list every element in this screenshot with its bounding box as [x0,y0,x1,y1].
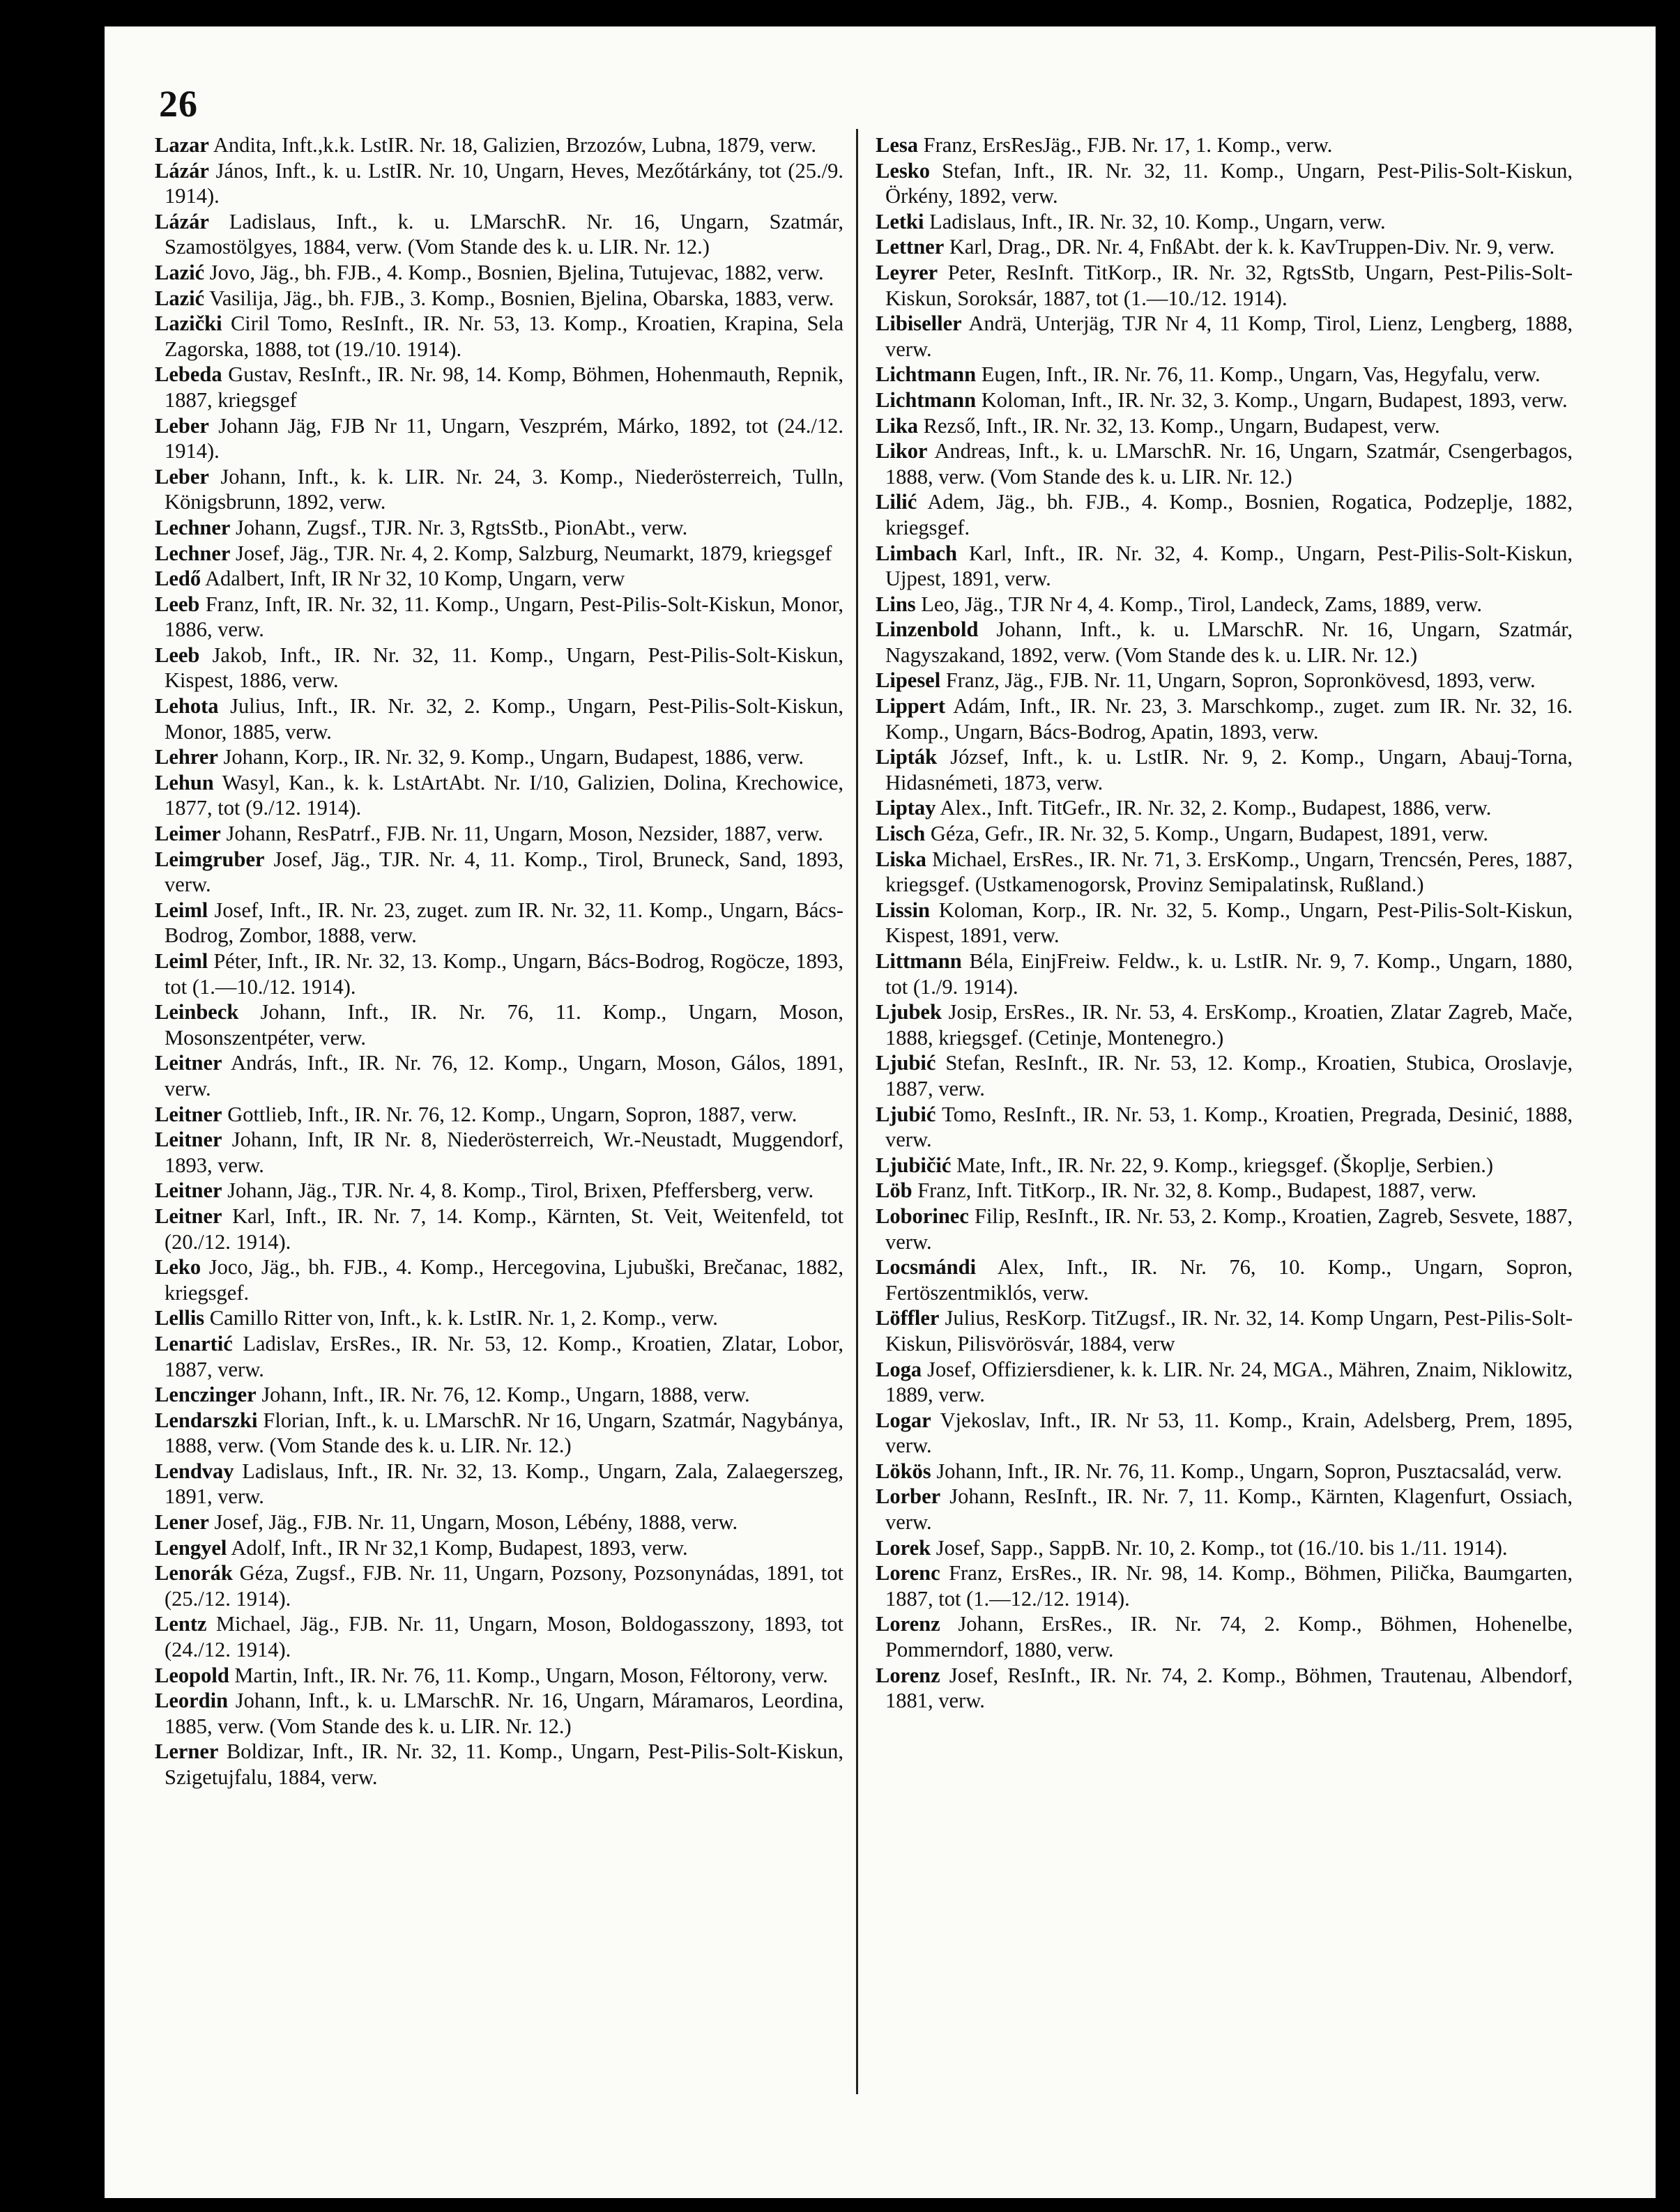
entry-details: Camillo Ritter von, Inft., k. k. LstIR. Nr. 1, 2. Komp., verw. [204,1306,718,1330]
entry-surname: Libiseller [876,312,962,336]
roster-entry [155,286,843,312]
roster-entry [876,132,1573,158]
entry-surname: Lebeda [155,362,222,387]
roster-entry [155,1459,843,1510]
roster-entry [155,362,843,413]
entry-surname: Lendarszki [155,1408,258,1432]
entry-details: Vasilija, Jäg., bh. FJB., 3. Komp., Bosnien, Bjelina, Obarska, 1883, verw. [204,286,834,310]
roster-entry [155,413,843,464]
entry-surname: Lorenz [876,1663,940,1687]
roster-entry [155,1611,843,1662]
entry-surname: Lengyel [155,1535,227,1560]
entry-surname: Lesko [876,158,930,183]
entry-details: Adem, Jäg., bh. FJB., 4. Komp., Bosnien, Rogatica, Podzeplje, 1882, kriegsgef. [885,490,1573,539]
roster-entry [876,1050,1573,1101]
roster-entry [876,413,1573,439]
entry-surname: Leitner [155,1128,222,1152]
roster-entry [876,1204,1573,1254]
entry-details: Johann, ResInft., IR. Nr. 7, 11. Komp., Kärnten, Klagenfurt, Ossiach, verw. [885,1484,1573,1535]
entry-details: Josef, Offiziersdiener, k. k. LIR. Nr. 24, MGA., Mähren, Znaim, Niklowitz, 1889, verw. [885,1357,1573,1407]
roster-entry [155,260,843,286]
scan-border-left [0,0,105,2212]
entry-details: Johann, Zugsf., TJR. Nr. 3, RgtsStb., PionAbt., verw. [230,515,688,539]
roster-entry [876,847,1573,898]
entry-surname: Leber [155,464,209,489]
entry-surname: Leimer [155,822,221,846]
roster-entry [876,387,1573,413]
entry-surname: Linzenbold [876,617,979,642]
entry-surname: Lazić [155,286,205,310]
entry-details: Joco, Jäg., bh. FJB., 4. Komp., Hercegovina, Ljubuški, Brečanac, 1882, kriegsgef. [165,1255,843,1305]
entry-details: Koloman, Korp., IR. Nr. 32, 5. Komp., Ungarn, Pest-Pilis-Solt-Kiskun, Kispest, 1891, verw. [885,898,1573,948]
entry-surname: Lazički [155,312,222,336]
roster-entry [155,311,843,362]
scan-border-top [0,0,1680,26]
roster-entry [155,1305,843,1331]
roster-entry [155,770,843,821]
entry-details: Alex., Inft. TitGefr., IR. Nr. 32, 2. Komp., Budapest, 1886, verw. [936,796,1492,820]
entry-details: Julius, ResKorp. TitZugsf., IR. Nr. 32, 14. Komp Ungarn, Pest-Pilis-Solt-Kiskun, Pilisvörösvár, 1884, verw [885,1306,1573,1355]
roster-entry [155,1254,843,1305]
entry-surname: Leinbeck [155,1000,239,1024]
entry-details: Josip, ErsRes., IR. Nr. 53, 4. ErsKomp., Kroatien, Zlatar Zagreb, Mače, 1888, kriegsgef. (Cetinje, Montenegro.) [885,1000,1573,1050]
entry-details: Josef, Inft., IR. Nr. 23, zuget. zum IR. Nr. 32, 11. Komp., Ungarn, Bács-Bodrog, Zombor, 1888, verw. [165,898,843,948]
entry-surname: Leyrer [876,260,938,284]
entry-surname: Letki [876,209,924,233]
entry-details: Adám, Inft., IR. Nr. 23, 3. Marschkomp., zuget. zum IR. Nr. 32, 16. Komp., Ungarn, Bács-Bodrog, Apatin, 1893, verw. [885,694,1573,744]
entry-details: Josef, Sapp., SappB. Nr. 10, 2. Komp., tot (16./10. bis 1./11. 1914). [931,1535,1508,1560]
column-divider [856,129,858,2094]
entry-surname: Ledő [155,567,201,591]
entry-details: Ciril Tomo, ResInft., IR. Nr. 53, 13. Komp., Kroatien, Krapina, Sela Zagorska, 1888, tot (19./10. 1914). [165,312,843,361]
entry-details: Wasyl, Kan., k. k. LstArtAbt. Nr. I/10, Galizien, Dolina, Krechowice, 1877, tot (9./12. 1914). [165,770,843,820]
entry-surname: Lichtmann [876,387,977,412]
entry-details: Stefan, Inft., IR. Nr. 32, 11. Komp., Ungarn, Pest-Pilis-Solt-Kiskun, Örkény, 1892, verw. [885,158,1573,208]
roster-entry [876,592,1573,617]
entry-details: Géza, Zugsf., FJB. Nr. 11, Ungarn, Pozsony, Pozsonynádas, 1891, tot (25./12. 1914). [165,1561,843,1611]
roster-entry [155,1739,843,1790]
entry-details: Johann, Inft., k. k. LIR. Nr. 24, 3. Komp., Niederösterreich, Tulln, Königsbrunn, 1892, verw. [165,464,843,514]
right-column [876,132,1573,1714]
entry-surname: Loga [876,1357,922,1381]
entry-surname: Lechner [155,541,231,565]
entry-details: Johann, Inft., IR. Nr. 76, 11. Komp., Ungarn, Moson, Mosonszentpéter, verw. [165,1000,843,1050]
roster-entry [876,1484,1573,1535]
entry-details: Géza, Gefr., IR. Nr. 32, 5. Komp., Ungarn, Budapest, 1891, verw. [925,822,1488,846]
entry-surname: Lazić [155,260,205,284]
entry-surname: Lökös [876,1459,931,1483]
entry-surname: Lázár [155,209,209,233]
entry-surname: Lenorák [155,1561,233,1585]
entry-details: Adalbert, Inft, IR Nr 32, 10 Komp, Ungarn, verw [201,567,625,591]
entry-details: Franz, ErsResJäg., FJB. Nr. 17, 1. Komp., verw. [918,133,1333,157]
roster-entry [155,1535,843,1561]
entry-details: Tomo, ResInft., IR. Nr. 53, 1. Komp., Kroatien, Pregrada, Desinić, 1888, verw. [885,1102,1573,1152]
entry-surname: Lesa [876,133,918,157]
entry-surname: Lorek [876,1535,931,1560]
entry-details: Gustav, ResInft., IR. Nr. 98, 14. Komp, Böhmen, Hohenmauth, Repnik, 1887, kriegsgef [165,362,843,412]
roster-entry [155,464,843,515]
roster-entry [876,693,1573,744]
entry-details: János, Inft., k. u. LstIR. Nr. 10, Ungarn, Heves, Mezőtárkány, tot (25./9. 1914). [165,158,843,208]
roster-entry [155,1510,843,1535]
entry-details: Martin, Inft., IR. Nr. 76, 11. Komp., Ungarn, Moson, Féltorony, verw. [229,1663,828,1687]
roster-entry [876,362,1573,387]
entry-details: Peter, ResInft. TitKorp., IR. Nr. 32, RgtsStb, Ungarn, Pest-Pilis-Solt-Kiskun, Soroksár, 1887, tot (1.—10./12. 1914). [885,260,1573,310]
roster-entry [876,1305,1573,1356]
entry-details: Karl, Drag., DR. Nr. 4, FnßAbt. der k. k. KavTruppen-Div. Nr. 9, verw. [944,235,1555,259]
roster-entry [876,999,1573,1050]
entry-surname: Lettner [876,235,945,259]
entry-details: Florian, Inft., k. u. LMarschR. Nr 16, Ungarn, Szatmár, Nagybánya, 1888, verw. (Vom Stande des k. u. LIR. Nr. 12.) [165,1408,843,1458]
entry-surname: Lissin [876,898,930,922]
entry-surname: Ljubić [876,1102,936,1126]
entry-details: Eugen, Inft., IR. Nr. 76, 11. Komp., Ungarn, Vas, Hegyfalu, verw. [976,362,1541,387]
entry-surname: Leko [155,1255,201,1280]
entry-surname: Leopold [155,1663,229,1687]
entry-surname: Lentz [155,1612,207,1636]
left-column [155,132,843,1790]
entry-surname: Lorenc [876,1561,940,1585]
roster-entry [155,1408,843,1459]
entry-surname: Leber [155,413,209,438]
entry-details: Leo, Jäg., TJR Nr 4, 4. Komp., Tirol, Landeck, Zams, 1889, verw. [915,592,1483,616]
roster-entry [155,1560,843,1611]
entry-details: Franz, Jäg., FJB. Nr. 11, Ungarn, Sopron, Sopronkövesd, 1893, verw. [940,668,1536,693]
entry-details: Vjekoslav, Inft., IR. Nr 53, 11. Komp., Krain, Adelsberg, Prem, 1895, verw. [885,1408,1573,1458]
entry-surname: Ljubek [876,1000,942,1024]
roster-entry [876,260,1573,311]
roster-entry [155,821,843,847]
roster-entry [155,1102,843,1128]
entry-details: Stefan, ResInft., IR. Nr. 53, 12. Komp., Kroatien, Stubica, Oroslavje, 1887, verw. [885,1051,1573,1100]
entry-details: Johann, Korp., IR. Nr. 32, 9. Komp., Ungarn, Budapest, 1886, verw. [217,745,804,769]
entry-surname: Lazar [155,133,209,157]
roster-entry [876,1535,1573,1561]
entry-details: Josef, ResInft., IR. Nr. 74, 2. Komp., Böhmen, Trautenau, Albendorf, 1881, verw. [885,1663,1573,1713]
entry-surname: Leitner [155,1102,222,1126]
entry-surname: Leitner [155,1051,222,1075]
roster-entry [876,1254,1573,1305]
entry-surname: Liska [876,847,926,871]
roster-entry [155,898,843,948]
roster-entry [876,1560,1573,1611]
roster-entry [155,1382,843,1408]
entry-surname: Littmann [876,949,962,973]
roster-entry [876,489,1573,540]
roster-entry [155,643,843,693]
entry-details: Béla, EinjFreiw. Feldw., k. u. LstIR. Nr. 9, 7. Komp., Ungarn, 1880, tot (1./9. 1914). [885,949,1573,999]
page-number: 26 [159,83,198,125]
entry-surname: Löffler [876,1306,940,1330]
entry-surname: Lellis [155,1306,205,1330]
entry-details: Andreas, Inft., k. u. LMarschR. Nr. 16, Ungarn, Szatmár, Csengerbagos, 1888, verw. (Vom Stande des k. u. LIR. Nr. 12.) [885,439,1573,489]
entry-surname: Lins [876,592,916,616]
roster-entry [876,948,1573,999]
entry-surname: Lener [155,1510,209,1535]
roster-entry [876,1663,1573,1714]
entry-surname: Lehrer [155,745,218,769]
roster-entry [155,1663,843,1689]
entry-surname: Leiml [155,949,208,973]
entry-details: Alex, Inft., IR. Nr. 76, 10. Komp., Ungarn, Sopron, Fertöszentmiklós, verw. [885,1255,1573,1305]
entry-details: Johann, Inft., IR. Nr. 76, 11. Komp., Ungarn, Sopron, Pusztacsalád, verw. [931,1459,1562,1483]
roster-entry [155,1127,843,1178]
entry-details: Josef, Jäg., FJB. Nr. 11, Ungarn, Moson, Lébény, 1888, verw. [208,1510,738,1535]
entry-details: Johann, Inft, IR Nr. 8, Niederösterreich, Wr.-Neustadt, Muggendorf, 1893, verw. [165,1128,843,1177]
entry-surname: Lippert [876,694,945,719]
entry-details: András, Inft., IR. Nr. 76, 12. Komp., Ungarn, Moson, Gálos, 1891, verw. [165,1051,843,1100]
entry-details: Michael, ErsRes., IR. Nr. 71, 3. ErsKomp., Ungarn, Trencsén, Peres, 1887, kriegsgef. (Ustkamenogorsk, Provinz Semipalatinsk, Rußland.) [885,847,1573,897]
entry-details: Adolf, Inft., IR Nr 32,1 Komp, Budapest, 1893, verw. [227,1535,688,1560]
entry-details: Karl, Inft., IR. Nr. 7, 14. Komp., Kärnten, St. Veit, Weitenfeld, tot (20./12. 1914). [165,1204,843,1254]
entry-surname: Loborinec [876,1204,969,1228]
roster-entry [155,566,843,592]
entry-details: Johann Jäg, FJB Nr 11, Ungarn, Veszprém, Márko, 1892, tot (24./12. 1914). [165,413,843,463]
entry-surname: Leitner [155,1204,222,1228]
roster-entry [876,1408,1573,1459]
entry-details: Andita, Inft.,k.k. LstIR. Nr. 18, Galizien, Brzozów, Lubna, 1879, verw. [208,133,816,157]
roster-entry [876,898,1573,948]
roster-entry [155,541,843,567]
roster-entry [876,744,1573,795]
entry-surname: Leeb [155,592,200,616]
roster-entry [155,1050,843,1101]
entry-surname: Lerner [155,1739,219,1764]
entry-surname: Lichtmann [876,362,977,387]
entry-surname: Lehota [155,694,219,719]
entry-details: Johann, Inft., k. u. LMarschR. Nr. 16, Ungarn, Máramaros, Leordina, 1885, verw. (Vom Stande des k. u. LIR. Nr. 12.) [165,1689,843,1738]
entry-details: Gottlieb, Inft., IR. Nr. 76, 12. Komp., Ungarn, Sopron, 1887, verw. [222,1102,797,1126]
roster-entry [876,209,1573,235]
roster-entry [876,821,1573,847]
roster-entry [155,999,843,1050]
entry-details: Jovo, Jäg., bh. FJB., 4. Komp., Bosnien, Bjelina, Tutujevac, 1882, verw. [204,260,824,284]
entry-surname: Löb [876,1178,912,1203]
entry-details: Josef, Jäg., TJR. Nr. 4, 2. Komp, Salzburg, Neumarkt, 1879, kriegsgef [230,541,832,565]
entry-details: Ladislaus, Inft., IR. Nr. 32, 10. Komp., Ungarn, verw. [924,209,1386,233]
entry-surname: Liptay [876,796,936,820]
roster-entry [876,1153,1573,1178]
entry-details: Johann, ErsRes., IR. Nr. 74, 2. Komp., Böhmen, Hohenelbe, Pommerndorf, 1880, verw. [885,1612,1573,1662]
roster-entry [876,1102,1573,1153]
entry-details: Rezső, Inft., IR. Nr. 32, 13. Komp., Ungarn, Budapest, verw. [918,413,1440,438]
entry-surname: Leeb [155,643,200,667]
entry-surname: Lipesel [876,668,941,693]
roster-entry [155,515,843,541]
entry-surname: Ljubičić [876,1153,952,1177]
roster-entry [876,1178,1573,1204]
entry-details: Johann, Inft., k. u. LMarschR. Nr. 16, Ungarn, Szatmár, Nagyszakand, 1892, verw. (Vom Stande des k. u. LIR. Nr. 12.) [885,617,1573,667]
entry-details: Franz, ErsRes., IR. Nr. 98, 14. Komp., Böhmen, Pilička, Baumgarten, 1887, tot (1.—12./12. 1914). [885,1561,1573,1611]
entry-details: Michael, Jäg., FJB. Nr. 11, Ungarn, Moson, Boldogasszony, 1893, tot (24./12. 1914). [165,1612,843,1662]
roster-entry [155,847,843,898]
entry-surname: Lika [876,413,919,438]
roster-entry [155,158,843,209]
entry-details: Filip, ResInft., IR. Nr. 53, 2. Komp., Kroatien, Zagreb, Sesvete, 1887, verw. [885,1204,1573,1254]
entry-details: Ladislav, ErsRes., IR. Nr. 53, 12. Komp., Kroatien, Zlatar, Lobor, 1887, verw. [165,1331,843,1381]
entry-surname: Lechner [155,515,231,539]
roster-entry [155,592,843,643]
entry-details: József, Inft., k. u. LstIR. Nr. 9, 2. Komp., Ungarn, Abauj-Torna, Hidasnémeti, 1873, verw. [885,745,1573,794]
entry-surname: Lisch [876,822,926,846]
entry-surname: Logar [876,1408,931,1432]
scan-border-right [1656,0,1680,2212]
entry-surname: Leitner [155,1178,222,1203]
roster-entry [876,311,1573,362]
roster-entry [155,132,843,158]
entry-details: Julius, Inft., IR. Nr. 32, 2. Komp., Ungarn, Pest-Pilis-Solt-Kiskun, Monor, 1885, verw. [165,694,843,744]
roster-entry [155,1688,843,1739]
roster-entry [155,693,843,744]
roster-entry [876,158,1573,209]
entry-surname: Lehun [155,770,214,794]
entry-details: Johann, Jäg., TJR. Nr. 4, 8. Komp., Tirol, Brixen, Pfeffersberg, verw. [222,1178,814,1203]
entry-details: Karl, Inft., IR. Nr. 32, 4. Komp., Ungarn, Pest-Pilis-Solt-Kiskun, Ujpest, 1891, verw. [885,541,1573,591]
entry-surname: Leiml [155,898,208,922]
entry-surname: Leordin [155,1689,229,1713]
entry-surname: Lilić [876,490,917,514]
roster-entry [155,948,843,999]
entry-details: Franz, Inft. TitKorp., IR. Nr. 32, 8. Komp., Budapest, 1887, verw. [912,1178,1477,1203]
entry-surname: Likor [876,439,928,463]
roster-entry [876,795,1573,821]
roster-entry [876,541,1573,592]
entry-details: Boldizar, Inft., IR. Nr. 32, 11. Komp., Ungarn, Pest-Pilis-Solt-Kiskun, Szigetujfalu, 1884, verw. [165,1739,843,1789]
entry-details: Jakob, Inft., IR. Nr. 32, 11. Komp., Ungarn, Pest-Pilis-Solt-Kiskun, Kispest, 1886, verw. [165,643,843,693]
roster-entry [155,209,843,260]
entry-surname: Locsmándi [876,1255,977,1280]
entry-surname: Lenartić [155,1331,233,1355]
entry-details: Josef, Jäg., TJR. Nr. 4, 11. Komp., Tirol, Bruneck, Sand, 1893, verw. [165,847,843,897]
entry-surname: Lenczinger [155,1383,257,1407]
scan-border-bottom [0,2198,1680,2212]
entry-details: Koloman, Inft., IR. Nr. 32, 3. Komp., Ungarn, Budapest, 1893, verw. [976,387,1568,412]
roster-entry [155,744,843,770]
entry-surname: Lendvay [155,1459,234,1483]
roster-entry [155,1204,843,1254]
roster-entry [876,668,1573,693]
roster-entry [155,1178,843,1204]
entry-surname: Lorber [876,1484,941,1509]
entry-details: Péter, Inft., IR. Nr. 32, 13. Komp., Ungarn, Bács-Bodrog, Rogöcze, 1893, tot (1.—10./12. 1914). [165,949,843,999]
entry-details: Ladislaus, Inft., IR. Nr. 32, 13. Komp., Ungarn, Zala, Zalaegerszeg, 1891, verw. [165,1459,843,1509]
entry-details: Andrä, Unterjäg, TJR Nr 4, 11 Komp, Tirol, Lienz, Lengberg, 1888, verw. [885,312,1573,361]
entry-details: Johann, ResPatrf., FJB. Nr. 11, Ungarn, Moson, Nezsider, 1887, verw. [220,822,823,846]
entry-surname: Lorenz [876,1612,940,1636]
entry-surname: Leimgruber [155,847,265,871]
entry-details: Johann, Inft., IR. Nr. 76, 12. Komp., Ungarn, 1888, verw. [256,1383,750,1407]
entry-details: Mate, Inft., IR. Nr. 22, 9. Komp., kriegsgef. (Škoplje, Serbien.) [951,1153,1494,1177]
entry-surname: Ljubić [876,1051,936,1075]
entry-surname: Lázár [155,158,209,183]
entry-details: Franz, Inft, IR. Nr. 32, 11. Komp., Ungarn, Pest-Pilis-Solt-Kiskun, Monor, 1886, verw. [165,592,843,642]
entry-surname: Limbach [876,541,957,565]
roster-entry [876,1459,1573,1484]
roster-entry [876,438,1573,489]
roster-entry [876,1357,1573,1408]
entry-details: Ladislaus, Inft., k. u. LMarschR. Nr. 16, Ungarn, Szatmár, Szamostölgyes, 1884, verw. (Vom Stande des k. u. LIR. Nr. 12.) [165,209,843,259]
roster-entry [155,1331,843,1382]
roster-entry [876,1611,1573,1662]
roster-entry [876,234,1573,260]
roster-entry [876,617,1573,668]
entry-surname: Lipták [876,745,938,769]
